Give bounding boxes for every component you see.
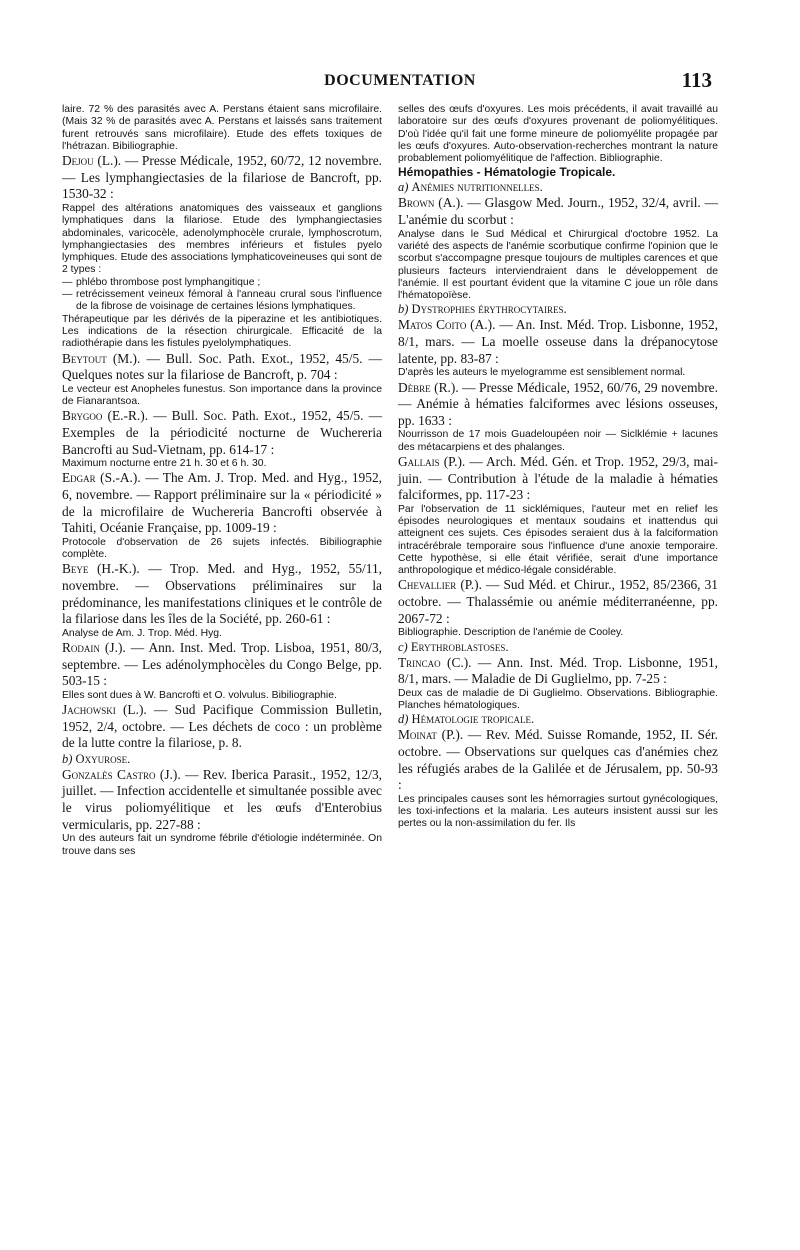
citation-jachowski	[62, 702, 382, 752]
list-item	[62, 289, 382, 314]
citation-author: Moinat (P.).	[398, 727, 464, 743]
subsection-oxyurose	[62, 752, 382, 767]
abstract-dejou: Rappel des altérations anatomiques des vaisseaux et ganglions lymphatiques dans la filariose. Etude des lymphangiectasies abdominales, varicocèle, adenolymphocèle crurale, lymphoscrotum, lymphangiectasies des membres inférieurs et fistules pyelo lymphiques. Etude des associations lymphaticoveineuses qui sont de 2 types :	[62, 202, 382, 276]
abstract-debre: Nourrisson de 17 mois Guadeloupéen noir — Siclklémie + lacunes des métacarpiens et des phalanges.	[398, 429, 718, 453]
abstract-moinat: Les principales causes sont les hémorragies surtout gynécologiques, les toxi-infections et la malaria. Les auteurs insistent aussi sur les pertes ou la non-assimilation du fer. Ils	[398, 793, 718, 830]
abstract-gallais: Par l'observation de 11 sicklémiques, l'auteur met en relief les épisodes neurologiques et mentaux soudains et inattendus qui atteignent ces sujets. Ces épisodes seraient dus à la falciformation intracérébrale temporaire sous l'influence d'une anoxie temporaire. Cette hypothèse, si elle était vérifiée, serait d'une importance anthropologique et médico-légale considérable.	[398, 503, 718, 577]
citation-reference: — Rev. Iberica Parasit., 1952, 12/3, juillet. — Infection accidentelle et simultanée possible avec le virus poliomyélitique et les œufs d'Enterobius vermicularis, pp. 227-88 :	[62, 766, 382, 832]
citation-author: Chevallier (P.).	[398, 577, 482, 593]
subsection-letter: b)	[398, 302, 409, 317]
abstract-brown: Analyse dans le Sud Médical et Chirurgical d'octobre 1952. La variété des aspects de l'anémie scorbutique confirme l'opinion que le scorbut s'accompagne presque toujours de multiples carences et que plusieurs facteurs interviendraient dans le développement de l'anémie. Il est pourtant évident que la vitamine C joue un rôle dans l'hématopoïèse.	[398, 228, 718, 302]
page-number: 113	[681, 68, 712, 92]
citation-edgar	[62, 470, 382, 536]
citation-rodain	[62, 640, 382, 690]
dejou-list	[62, 277, 382, 314]
subsection-a	[398, 180, 718, 195]
continued-abstract: selles des œufs d'oxyures. Les mois précédents, il avait travaillé au laboratoire sur des œufs d'oxyures provenant de poliomyélitiques. D'où l'idée qu'il fait une forme mineure de poliomyélite propagée par les œufs d'oxyures. Auto-observation-recherches montrant la nature probablement poliomyélitique de l'affection. Bibliographie.	[398, 104, 718, 165]
citation-matos	[398, 317, 718, 367]
citation-author: Dèbre (R.).	[398, 379, 459, 395]
list-dash: —	[62, 289, 73, 301]
subsection-name: Anémies nutritionnelles.	[411, 180, 543, 195]
citation-beytout	[62, 351, 382, 384]
citation-author: Brygoo (E.-R.).	[62, 408, 149, 424]
citation-reference: — Ann. Inst. Med. Trop. Lisboa, 1951, 80/3, septembre. — Les adénolymphocèles du Congo Belge, pp. 503-15 :	[62, 640, 382, 689]
citation-reference: — An. Inst. Méd. Trop. Lisbonne, 1952, 8/1, mars. — La moelle osseuse dans la drépanocytose latente, pp. 83-87 :	[398, 317, 718, 366]
citation-reference: — Bull. Soc. Path. Exot., 1952, 45/5. — Exemples de la périodicité nocturne de Wuchereria Bancrofti au Sud-Vietnam, pp. 614-17 :	[62, 408, 382, 457]
list-item-text: phlébo thrombose post lymphangitique ;	[76, 276, 261, 288]
citation-author: Matos Coito (A.).	[398, 317, 496, 333]
citation-reference: — Presse Médicale, 1952, 60/76, 29 novembre. — Anémie à hématies falciformes avec lésions osseuses, pp. 1633 :	[398, 379, 718, 428]
subsection-name: Erythroblastoses.	[410, 639, 509, 654]
section-heading: Hémopathies - Hématologie Tropicale.	[398, 165, 616, 180]
citation-author: Rodain (J.).	[62, 640, 126, 656]
citation-dejou	[62, 153, 382, 203]
list-dash: —	[62, 276, 73, 288]
subsection-c	[398, 640, 718, 655]
citation-reference: — Trop. Med. and Hyg., 1952, 55/11, novembre. — Observations préliminaires sur la prédominance, les manifestations cliniques et le contrôle de la filariose dans les îles de la Société, pp. 260-61 :	[62, 561, 382, 627]
subsection-letter: b)	[62, 751, 73, 766]
abstract-beye: Analyse de Am. J. Trop. Méd. Hyg.	[62, 627, 222, 639]
subsection-b	[398, 302, 718, 317]
citation-reference: — Sud Méd. et Chirur., 1952, 85/2366, 31 octobre. — Thalassémie ou anémie méditerranéenne, pp. 2067-72 :	[398, 577, 718, 626]
citation-debre	[398, 380, 718, 430]
citation-moinat	[398, 727, 718, 793]
list-item-text: retrécissement veineux fémoral à l'anneau crural sous l'influence de la fibrose de voisinage de certaines lésions lymphatiques.	[76, 289, 382, 313]
running-title: DOCUMENTATION	[324, 72, 476, 89]
citation-author: Beytout (M.).	[62, 350, 141, 366]
subsection-letter: d)	[398, 712, 409, 727]
citation-author: Dejou (L.).	[62, 153, 122, 169]
citation-gallais	[398, 454, 718, 504]
left-column	[62, 104, 382, 858]
list-item	[62, 277, 382, 289]
citation-reference: — Arch. Méd. Gén. et Trop. 1952, 29/3, mai-juin. — Contribution à l'étude de la maladie à hématies falciformes, pp. 117-23 :	[398, 453, 718, 503]
citation-beye	[62, 561, 382, 627]
citation-brygoo	[62, 408, 382, 458]
page-header	[0, 70, 800, 98]
citation-reference: — Presse Médicale, 1952, 60/72, 12 novembre. — Les lymphangiectasies de la filariose de Bancroft, pp. 1530-32 :	[62, 153, 382, 202]
citation-trincao	[398, 655, 718, 688]
abstract-chevallier: Bibliographie. Description de l'anémie de Cooley.	[398, 627, 624, 639]
citation-reference: — Glasgow Med. Journ., 1952, 32/4, avril. — L'anémie du scorbut :	[398, 195, 718, 228]
citation-reference: — The Am. J. Trop. Med. and Hyg., 1952, 6, novembre. — Rapport préliminaire sur la « périodicité » de la microfilaire de Wuchereria Bancrofti observée à Tahiti, Océanie Française, pp. 1009-19 :	[62, 470, 382, 536]
citation-author: Trincao (C.).	[398, 654, 472, 670]
continued-abstract: laire. 72 % des parasités avec A. Perstans étaient sans microfilaire. (Mais 32 % de parasités avec A. Perstans et laissés sans traitement furent retrouvés sans microfilaire). Etude des effets toxiques de l'hétrazan. Bibiliographie.	[62, 104, 382, 152]
abstract-matos: D'après les auteurs le myelogramme est sensiblement normal.	[398, 367, 686, 379]
citation-author: Brown (A.).	[398, 195, 464, 211]
citation-author: Gallais (P.).	[398, 453, 466, 469]
abstract-trincao: Deux cas de maladie de Di Guglielmo. Observations. Bibliographie. Planches hématologiques.	[398, 687, 718, 712]
citation-brown	[398, 195, 718, 228]
citation-reference: — Rev. Méd. Suisse Romande, 1952, II. Sér. octobre. — Observations sur quelques cas d'anémies chez les réfugiés arabes de la Galilée et de Jérusalem, pp. 50-93 :	[398, 727, 718, 793]
right-column	[398, 104, 718, 831]
citation-chevallier	[398, 577, 718, 627]
subsection-name: Hématologie tropicale.	[411, 712, 535, 727]
abstract-rodain: Elles sont dues à W. Bancrofti et O. volvulus. Bibiliographie.	[62, 689, 337, 701]
abstract-brygoo: Maximum nocturne entre 21 h. 30 et 6 h. 30.	[62, 458, 267, 470]
subsection-name: Dystrophies érythrocytaires.	[411, 302, 567, 317]
subsection-letter: c)	[398, 639, 408, 654]
citation-reference: — Ann. Inst. Méd. Trop. Lisbonne, 1951, 8/1, mars. — Maladie de Di Guglielmo, pp. 7-25 :	[398, 654, 718, 687]
abstract-edgar: Protocole d'observation de 26 sujets infectés. Bibiliographie complète.	[62, 536, 382, 561]
abstract-gonzales: Un des auteurs fait un syndrome fébrile d'étiologie indéterminée. On trouve dans ses	[62, 833, 382, 857]
citation-author: Edgar (S.-A.).	[62, 470, 141, 486]
abstract-dejou-continued: Thérapeutique par les dérivés de la piperazine et les antibiotiques. Les indications de la résection chirurgicale. Efficacité de la radiothérapie dans les fistules pyelolymphatiques.	[62, 313, 382, 350]
citation-reference: — Sud Pacifique Commission Bulletin, 1952, 2/4, octobre. — Les déchets de coco : un problème de la lutte contre la filariose, p. 8.	[62, 702, 382, 751]
citation-gonzales	[62, 767, 382, 833]
citation-author: Beye (H.-K.).	[62, 561, 140, 577]
abstract-beytout: Le vecteur est Anopheles funestus. Son importance dans la province de Fianarantsoa.	[62, 383, 382, 408]
citation-author: Jachowski (L.).	[62, 702, 147, 718]
citation-reference: — Bull. Soc. Path. Exot., 1952, 45/5. — Quelques notes sur la filariose de Bancroft, p. 704 :	[62, 350, 382, 383]
subsection-name: Oxyurose.	[75, 751, 131, 766]
subsection-letter: a)	[398, 180, 409, 195]
citation-author: Gonzalès Castro (J.).	[62, 766, 181, 782]
subsection-d	[398, 712, 718, 727]
